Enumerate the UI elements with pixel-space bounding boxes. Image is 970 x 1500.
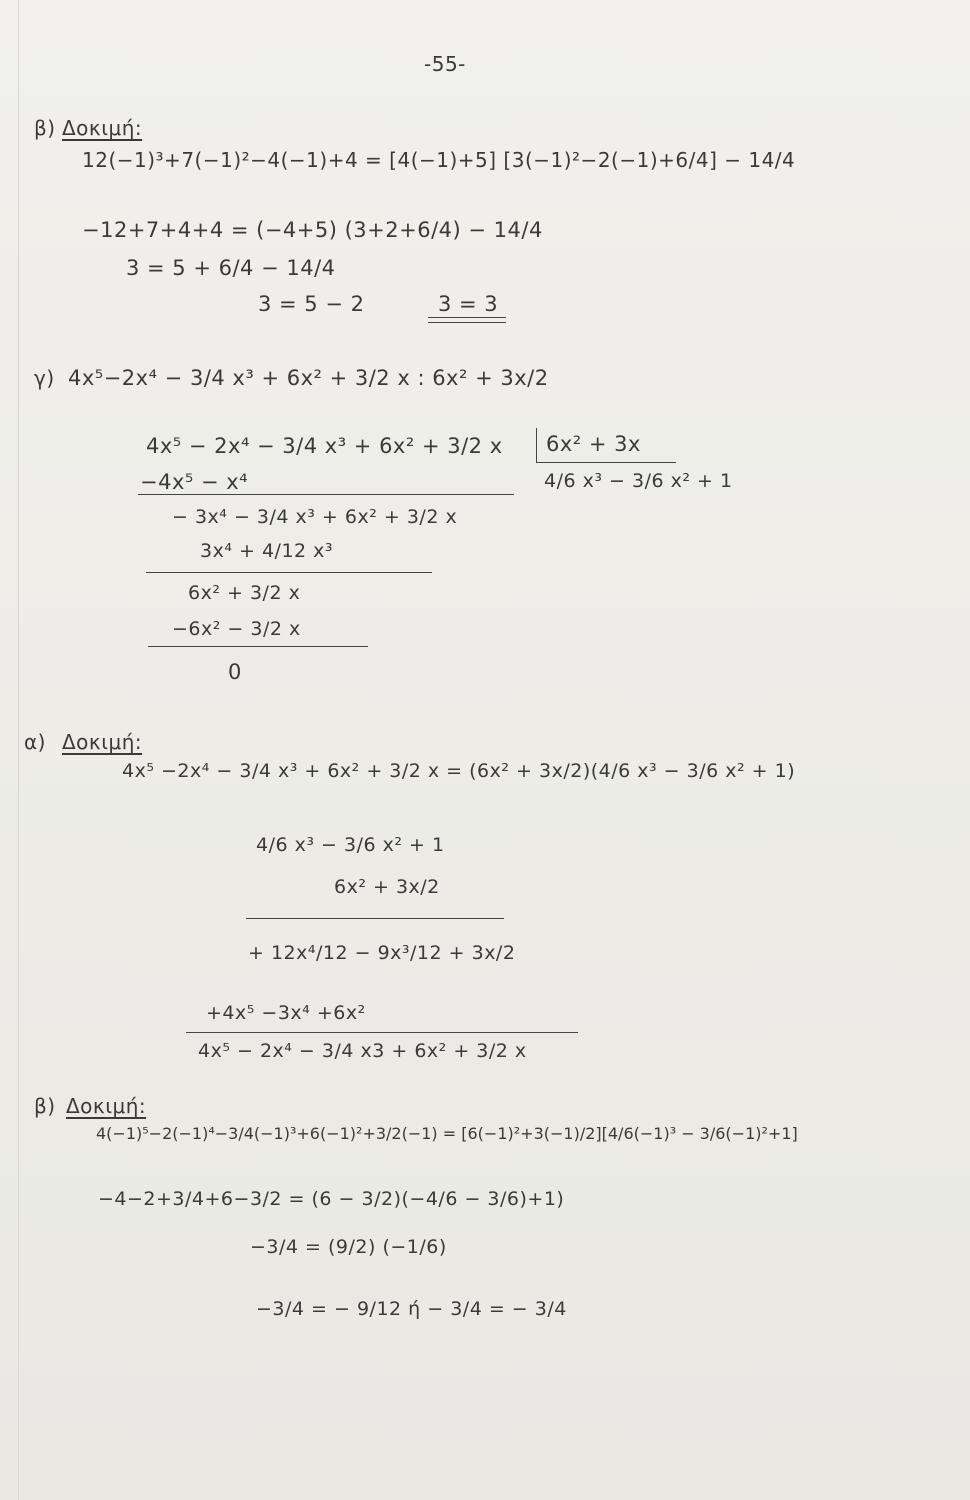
beta1-line3: 3 = 5 + 6/4 − 14/4 [126, 256, 336, 280]
page-edge-line [18, 0, 19, 1500]
beta1-line2: −12+7+4+4 = (−4+5) (3+2+6/4) − 14/4 [82, 218, 543, 242]
gamma-rule-3 [148, 646, 368, 647]
beta2-line1: 4(−1)⁵−2(−1)⁴−3/4(−1)³+6(−1)²+3/2(−1) = [6(−1)²+3(−1)/2][4/6(−1)³ − 3/6(−1)²+1] [96, 1124, 798, 1143]
alpha-identity: 4x⁵ −2x⁴ − 3/4 x³ + 6x² + 3/2 x = (6x² + 3x/2)(4/6 x³ − 3/6 x² + 1) [122, 760, 796, 782]
alpha-factor1: 4/6 x³ − 3/6 x² + 1 [256, 834, 445, 856]
gamma-step3: 3x⁴ + 4/12 x³ [200, 540, 334, 562]
section-gamma-label: γ) [34, 366, 55, 390]
gamma-dividend: 4x⁵ − 2x⁴ − 3/4 x³ + 6x² + 3/2 x [146, 434, 503, 458]
beta1-result-underline-1 [428, 317, 506, 318]
beta1-line1: 12(−1)³+7(−1)²−4(−1)+4 = [4(−1)+5] [3(−1)²−2(−1)+6/4] − 14/4 [82, 148, 796, 172]
alpha-partial1: + 12x⁴/12 − 9x³/12 + 3x/2 [248, 942, 516, 964]
beta2-line3: −3/4 = (9/2) (−1/6) [250, 1236, 447, 1258]
section-beta1-label: β) [34, 116, 56, 140]
gamma-rule-2 [146, 572, 432, 573]
beta2-line2: −4−2+3/4+6−3/2 = (6 − 3/2)(−4/6 − 3/6)+1) [98, 1188, 565, 1210]
division-bracket-horizontal [536, 462, 676, 463]
alpha-partial2: +4x⁵ −3x⁴ +6x² [206, 1002, 366, 1024]
alpha-sum: 4x⁵ − 2x⁴ − 3/4 x3 + 6x² + 3/2 x [198, 1040, 527, 1062]
gamma-problem: 4x⁵−2x⁴ − 3/4 x³ + 6x² + 3/2 x : 6x² + 3x/2 [68, 366, 549, 390]
gamma-divisor: 6x² + 3x [546, 432, 641, 456]
gamma-rule-1 [138, 494, 514, 495]
section-alpha-title: Δοκιμή: [62, 730, 143, 754]
alpha-rule-1 [246, 918, 504, 919]
section-beta1-title: Δοκιμή: [62, 116, 143, 140]
gamma-step4: 6x² + 3/2 x [188, 582, 301, 604]
division-bracket-vertical [536, 428, 537, 462]
gamma-remainder: 0 [228, 660, 242, 684]
beta2-line4: −3/4 = − 9/12 ή − 3/4 = − 3/4 [256, 1298, 567, 1320]
page-number: -55- [424, 52, 466, 76]
beta1-result-underline-2 [428, 322, 506, 323]
beta1-line4: 3 = 5 − 2 [258, 292, 365, 316]
gamma-step1: −4x⁵ − x⁴ [140, 470, 249, 494]
section-alpha-label: α) [24, 730, 46, 754]
alpha-factor2: 6x² + 3x/2 [334, 876, 440, 898]
alpha-rule-2 [186, 1032, 578, 1033]
beta1-result: 3 = 3 [438, 292, 499, 316]
gamma-step5: −6x² − 3/2 x [172, 618, 301, 640]
gamma-quotient: 4/6 x³ − 3/6 x² + 1 [544, 470, 733, 492]
gamma-step2: − 3x⁴ − 3/4 x³ + 6x² + 3/2 x [172, 506, 458, 528]
section-beta2-title: Δοκιμή: [66, 1094, 147, 1118]
section-beta2-label: β) [34, 1094, 56, 1118]
